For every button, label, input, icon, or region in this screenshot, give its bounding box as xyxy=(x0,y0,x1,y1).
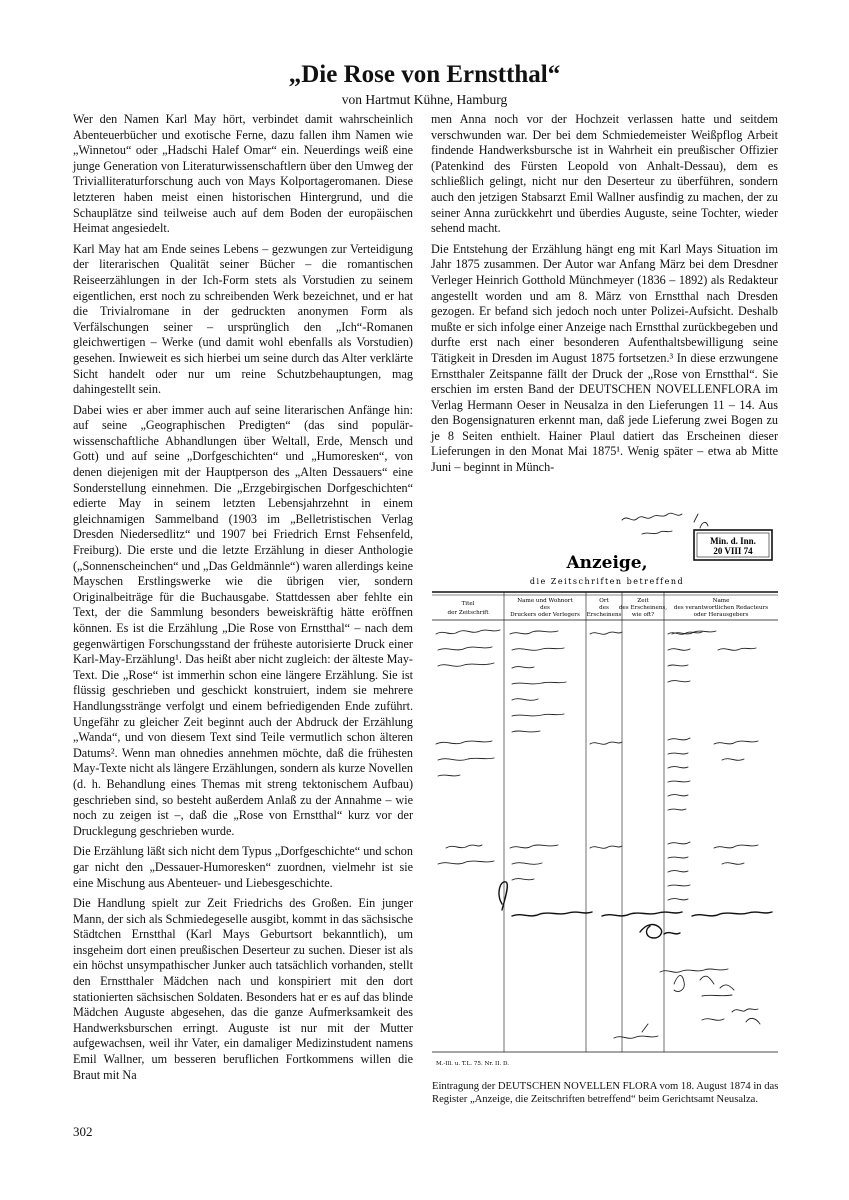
svg-text:Ort: Ort xyxy=(599,598,609,604)
svg-text:Titel: Titel xyxy=(461,601,475,607)
form-code: M.-Ill. u. T.L. 75. Nr. II. D. xyxy=(436,1061,510,1067)
svg-text:wie oft?: wie oft? xyxy=(631,612,655,618)
svg-text:des Erscheinens,: des Erscheinens, xyxy=(618,605,668,611)
register-heading: Anzeige, xyxy=(566,553,648,573)
stamp-line: 20 VIII 74 xyxy=(713,546,753,556)
paragraph: Wer den Namen Karl May hört, verbindet damit wahrscheinlich Abenteuerbücher und exotische Ferne, dazu fallen ihm Namen wie „Winnetou“ oder „Hadschi Halef Omar“ ein. Neuerdings weiß eine junge Generation von Literaturwissenschaftlern über den Umweg der Trivialliteraturforschung auch von Mays Kolportageromanen. Diese letzteren haben meist einen historischen Hintergrund, und die Schauplätze sind teilweise auch auf dem Boden der europäischen Heimat angesiedelt. xyxy=(73,112,413,236)
svg-text:oder Herausgebers: oder Herausgebers xyxy=(693,612,749,618)
register-document-image xyxy=(432,492,778,1072)
figure-caption: Eintragung der DEUTSCHEN NOVELLEN FLORA vom 18. August 1874 in das Register „Anzeige, die Zeitschriften betreffend“ beim Gerichtsamt Neusalza. xyxy=(432,1081,779,1105)
register-subheading: die Zeitschriften betreffend xyxy=(529,577,685,586)
paragraph: men Anna noch vor der Hochzeit verlassen hatte und seitdem verschwunden war. Der bei dem Schmiedemeister Weißpflog Arbeit findende Handwerksbursche ist in Wahrheit ein preußischer Offizier (Patenkind des Fürsten Leopold von Anhalt-Dessau), dem es schließlich gelingt, nicht nur den Deserteur zu überführen, sondern auch den jetzigen Stabsarzt Emil Wallner ausfindig zu machen, der zu seiner Anna zurückkehrt und überdies Auguste, seine Tochter, wieder sehend macht. xyxy=(431,112,778,236)
paragraph: Die Entstehung der Erzählung hängt eng mit Karl Mays Situation im Jahr 1875 zusammen. Der Autor war Anfang März bei dem Dresdner Verleger Heinrich Gotthold Münchmeyer (1836 – 1892) als Redakteur angestellt worden und am 8. März von Ernstthal nach Dresden gezogen. Er befand sich jedoch noch unter Polizei-Aufsicht. Deshalb mußte er sich infolge einer Anzeige nach Ernstthal zurückbegeben und durfte erst nach einer besonderen Aufenthaltsbewilligung seine Tätigkeit in Dresden im August 1875 fortsetzen.³ In diese erzwungene Ernstthaler Zeitspanne fällt der Druck der „Rose von Ernstthal“. Sie erschien im ersten Band der DEUTSCHEN NOVELLENFLORA im Verlag Hermann Oeser in Neusalza in den Lieferungen 11 – 14. Aus den Bogensignaturen erkennt man, daß jede Lieferung zwei Bogen zu je 8 Seiten enthielt. Hainer Plaul datiert das Erscheinen dieser Lieferungen in den Monat Mai 1875¹. Wenig später – etwa ab Mitte Juni – beginnt in Münch- xyxy=(431,241,778,475)
svg-text:Name: Name xyxy=(712,598,730,604)
paragraph: Karl May hat am Ende seines Lebens – gezwungen zur Verteidigung der literarischen Qualität seiner Bücher – die romantischen Reiseerzählungen in der Ich-Form stets als Vorstudien zu seinem eigentlichen, erst noch zu schreibenden Werk bezeichnet, und er hat die Trivialromane in der gedruckten anonymen Form als Verfälschungen seiner – ursprünglich den „Ich“-Romanen gleichwertigen – Werke (und damit wohl ebenfalls als Vorstudien) gesehen. Inwieweit es sich hierbei um seine durch das Alter verklärte Sicht handelt oder nur um reine Schutzbehauptungen, mag dahingestellt sein. xyxy=(73,241,413,397)
svg-text:Erscheinens: Erscheinens xyxy=(586,612,622,618)
article-title: „Die Rose von Ernstthal“ xyxy=(288,61,561,88)
page-number: 302 xyxy=(73,1124,93,1139)
svg-text:des: des xyxy=(599,605,609,611)
svg-text:Zeit: Zeit xyxy=(637,598,649,604)
svg-text:Name und Wohnort: Name und Wohnort xyxy=(517,598,573,604)
paragraph: Die Erzählung läßt sich nicht dem Typus „Dorfgeschichte“ und schon gar nicht den „Dessauer-Humoresken“ zuordnen, vielmehr ist sie eine Mischung aus Abenteuer- und Liebesgeschichte. xyxy=(73,844,413,890)
stamp-line: Min. d. Inn. xyxy=(710,536,756,546)
svg-text:des verantwortlichen Redacteur: des verantwortlichen Redacteurs xyxy=(673,605,769,611)
right-column xyxy=(431,112,778,481)
svg-text:Druckers oder Verlegers: Druckers oder Verlegers xyxy=(510,612,580,618)
svg-text:der Zeitschrift: der Zeitschrift xyxy=(447,610,489,616)
register-figure xyxy=(432,492,778,1072)
svg-text:des: des xyxy=(540,605,550,611)
paragraph: Die Handlung spielt zur Zeit Friedrichs des Großen. Ein junger Mann, der sich als Schmiedegeselle ausgibt, kommt in das sächsische Städtchen Ernstthal (Karl Mays Geburtsort bekanntlich), um insgeheim dort einen preußischen Deserteur zu suchen. Dieser ist als ein höchst unsympathischer Junker auch tatsächlich vorhanden, stellt den Ernstthaler Mädchen nach und konspiriert mit den dort stationierten sächsischen Soldaten. Besonders hat er es auf das blinde Mädchen Auguste abgesehen, das die ganze Aufmerksamkeit des Handwerksburschen erringt. Auguste ist nur mit der Mutter aufgewachsen, weil ihr Vater, ein damaliger Medizinstudent namens Emil Wallner, um besseren beruflichen Fortkommens willen die Braut mit Na xyxy=(73,896,413,1082)
paragraph: Dabei wies er aber immer auch auf seine literarischen Anfänge hin: auf seine „Geographischen Predigten“ (das sind populärwissenschaftliche Abhandlungen über Weltall, Erde, Mensch und Gott) und auf seine „Dorfgeschichten“ und „Humoresken“, von denen diejenigen mit der Hauptperson des „Alten Dessauers“ eine Sonderstellung einnehmen. Die „Erzgebirgischen Dorfgeschichten“ edierte May in seinem letzten Lebensjahrzehnt in einem gleichnamigen Sammelband (1903 im „Belletristischen Verlag Dresden Niedersedlitz“ und 1907 bei Friedrich Ernst Fehsenfeld, Freiburg). Die erste und die letzte Erzählung in dieser Anthologie („Sonnenscheinchen“ und „Das Geldmännle“) waren allerdings keine Mayschen Erstlingswerke wie die übrigen vier, sondern Originalbeiträge für die Buchausgabe. Stattdessen aber fehlte ein Text, der die Sammlung besonders beweiskräftig hätte eröffnen können. Es ist die Erzählung „Die Rose von Ernstthal“ – nach dem gegenwärtigen Forschungsstand der früheste autorisierte Druck einer Karl-May-Erzählung¹. Das heißt aber nicht zugleich: der älteste May-Text. Die „Rose“ ist immerhin schon eine längere Erzählung. Sie ist flüssig geschrieben und geschickt konstruiert, indem sie mehrere Handlungsstränge verfolgt und einem befriedigenden Ende zuführt. Ungefähr zu gleicher Zeit beginnt auch der Abdruck der Erzählung „Wanda“, und von diesem Text sind Teile vermutlich schon älteren Datums². Wenn man ohnedies annehmen möchte, daß die frühesten May-Texte nicht als längere Erzählungen, sondern als kurze Novellen (d. h. Behandlung eines Themas mit streng tektonischem Aufbau) geschrieben sind, so besteht außerdem Anlaß zu der Annahme – wie noch zu zeigen ist –, daß die „Rose von Ernstthal“ kurz vor der Drucklegung geschrieben wurde. xyxy=(73,402,413,838)
left-column xyxy=(73,112,413,1088)
article-byline: von Hartmut Kühne, Hamburg xyxy=(341,92,508,107)
